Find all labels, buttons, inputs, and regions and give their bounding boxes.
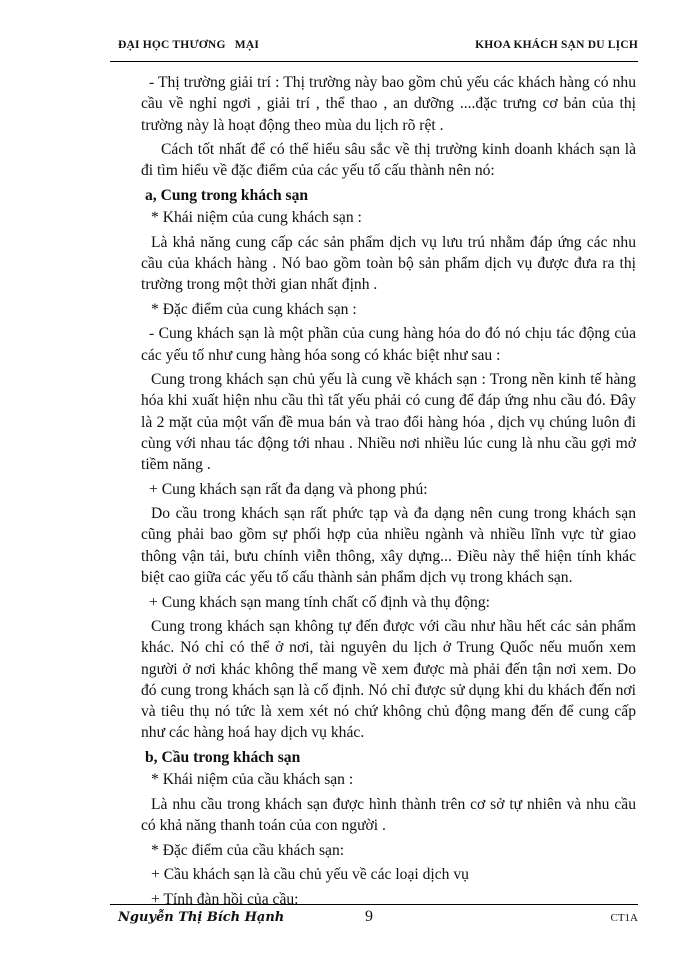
footer-author: Nguyễn Thị Bích Hạnh [118, 910, 285, 925]
page-body [141, 72, 636, 913]
header-rule [110, 61, 638, 62]
paragraph: + Cung khách sạn mang tính chất cố định và thụ động: [149, 593, 490, 611]
header-university: ĐẠI HỌC THƯƠNG MẠI [118, 39, 260, 51]
page-footer [118, 910, 638, 930]
header-faculty: KHOA KHÁCH SẠN DU LỊCH [475, 39, 638, 51]
paragraph: - Cung khách sạn là một phần của cung hàng hóa do đó nó chịu tác động của các yếu tố như cung hàng hóa song có khác biệt như sau : [141, 325, 636, 364]
paragraph: * Khái niệm của cầu khách sạn : [151, 771, 354, 789]
section-heading-supply: a, Cung trong khách sạn [145, 186, 309, 204]
paragraph: + Cung khách sạn rất đa dạng và phong phú: [149, 480, 428, 498]
footer-class: CT1A [610, 912, 638, 924]
paragraph: - Thị trường giải trí : Thị trường này bao gồm chủ yếu các khách hàng có nhu cầu về nghỉ ngơi , giải trí , thể thao , an dưỡng ....đặc trưng cơ bản của thị trường này là hoạt động theo mùa du lịch rõ rệt . [141, 74, 636, 134]
section-heading-demand: b, Cầu trong khách sạn [145, 748, 301, 766]
page-number: 9 [365, 908, 373, 925]
paragraph: Là nhu cầu trong khách sạn được hình thành trên cơ sở tự nhiên và nhu cầu có khả năng thanh toán của con người . [141, 795, 636, 835]
paragraph: * Khái niệm của cung khách sạn : [151, 209, 362, 227]
paragraph: Là khả năng cung cấp các sản phẩm dịch vụ lưu trú nhằm đáp ứng các nhu cầu của khách hàng . Nó bao gồm toàn bộ sản phẩm dịch vụ được đưa ra thị trường trong một thời gian nhất định . [141, 233, 636, 294]
paragraph: + Tính đàn hồi của cầu: [151, 890, 299, 908]
paragraph: Cung trong khách sạn chủ yếu là cung về khách sạn : Trong nền kinh tế hàng hóa khi xuất hiện nhu cầu thì tất yếu phải có cung để đáp ứng nhu cầu đó. Đây là 2 mặt của một vấn đề mua bán và trao đổi hàng hóa , dịch vụ chúng luôn đi cùng với nhau tác động tới nhau . Nhiều nơi nhiều lúc cung là nhu cầu gợi mở tiềm năng . [141, 370, 636, 474]
paragraph: Cung trong khách sạn không tự đến được với cầu như hầu hết các sản phẩm khác. Nó chỉ có thể ở nơi, tài nguyên du lịch ở Trung Quốc nếu muốn xem người ở nơi khác không thể mang về xem được mà phải đến tận nơi xem. Do đó cung trong khách sạn là cố định. Nó chỉ được sử dụng khi du khách đến nơi và tiêu thụ nó tức là xem xét nó chứ không chủ động mang đến để cung cấp như các hàng hoá hay dịch vụ khác. [141, 618, 636, 742]
footer-rule [110, 904, 638, 905]
paragraph: * Đặc điểm của cung khách sạn : [151, 300, 357, 318]
paragraph: Do cầu trong khách sạn rất phức tạp và đa dạng nên cung trong khách sạn cũng phải bao gồm sự phối hợp của nhiều ngành và nhiều lĩnh vực từ giao thông vận tải, bưu chính viễn thông, xây dựng... Điều này thể hiện tính khác biệt cao giữa các yếu tố cấu thành sản phẩm dịch vụ trong khách sạn. [141, 505, 636, 587]
paragraph: * Đặc điểm của cầu khách sạn: [151, 841, 345, 859]
paragraph: + Cầu khách sạn là cầu chủ yếu về các loại dịch vụ [151, 866, 469, 884]
paragraph: Cách tốt nhất để có thể hiểu sâu sắc về thị trường kinh doanh khách sạn là đi tìm hiểu về đặc điểm của các yếu tố cấu thành nên nó: [141, 141, 636, 180]
